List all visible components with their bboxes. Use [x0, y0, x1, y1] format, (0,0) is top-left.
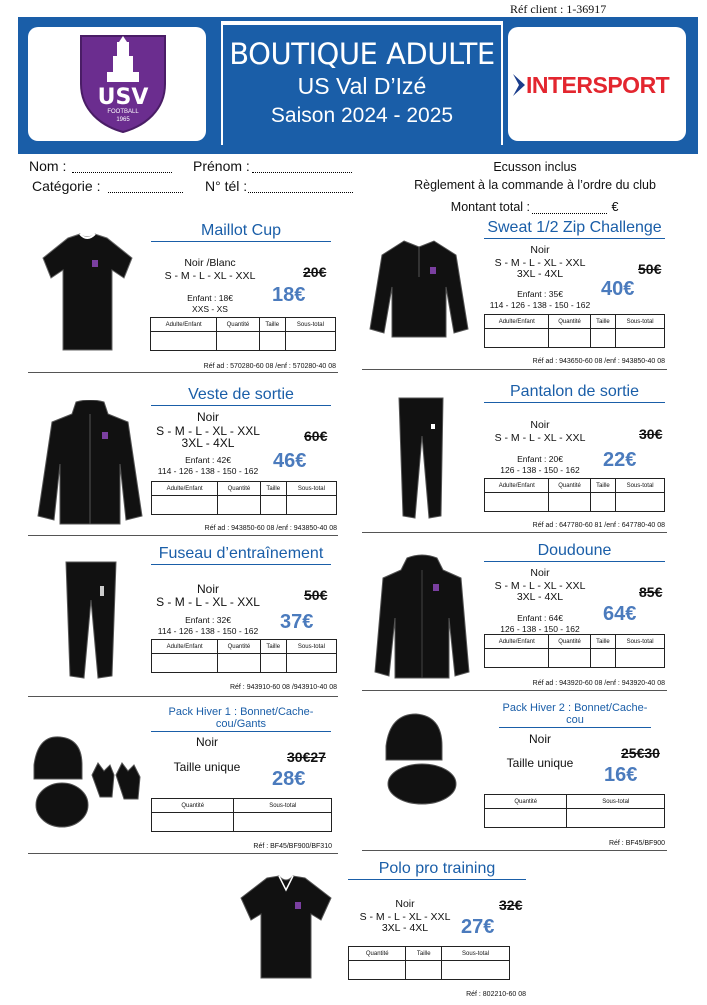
- ecusson-info: Ecusson inclus: [493, 160, 577, 174]
- veste-title: Veste de sortie: [151, 386, 331, 406]
- col-taille: Taille: [590, 635, 616, 649]
- polo-new-price: 27€: [461, 916, 495, 938]
- cell-sous-total[interactable]: [285, 332, 335, 351]
- pack1-new-price: 28€: [272, 768, 306, 790]
- categorie-field[interactable]: [108, 192, 183, 193]
- pack2-new-price: 16€: [604, 764, 638, 786]
- divider: [362, 690, 667, 691]
- fuseau-enfant-sizes: 114 - 126 - 138 - 150 - 162: [157, 626, 259, 636]
- page-title: BOUTIQUE ADULTE: [229, 37, 495, 71]
- col-quantite: Quantité: [217, 318, 259, 332]
- fuseau-title: Fuseau d’entraînement: [151, 545, 331, 565]
- cell-adulte-enfant[interactable]: [485, 493, 549, 512]
- col-sous-total: Sous-total: [442, 947, 510, 961]
- doudoune-refs: Réf ad : 943920-60 08 /enf : 943920-40 08: [532, 680, 665, 687]
- categorie-label: Catégorie :: [32, 178, 101, 194]
- reglement-info: Règlement à la commande à l’ordre du club: [414, 178, 656, 192]
- pack1-old-price: 30€27: [287, 749, 326, 765]
- cell-sous-total[interactable]: [234, 813, 332, 832]
- sweat-color: Noir: [530, 244, 550, 256]
- col-quantite: Quantité: [549, 315, 590, 329]
- cell-quantite[interactable]: [549, 493, 590, 512]
- pack2-color: Noir: [528, 732, 551, 746]
- cell-quantite[interactable]: [152, 813, 234, 832]
- pack2-size: Taille unique: [506, 756, 574, 770]
- pack2-order-table: [484, 794, 665, 828]
- maillot-image: [40, 230, 135, 355]
- veste-sizes2: 3XL - 4XL: [181, 436, 235, 450]
- pantalon-enfant-sizes: 126 - 138 - 150 - 162: [500, 465, 580, 475]
- col-sous-total: Sous-total: [286, 640, 336, 654]
- pantalon-color: Noir: [530, 419, 550, 431]
- col-adulte-enfant: Adulte/Enfant: [152, 640, 218, 654]
- title-box: [221, 21, 503, 145]
- veste-sizes: S - M - L - XL - XXL: [156, 424, 260, 438]
- col-quantite: Quantité: [218, 482, 260, 496]
- cell-quantite[interactable]: [218, 496, 260, 515]
- fuseau-color: Noir: [196, 582, 219, 596]
- doudoune-color: Noir: [530, 567, 550, 579]
- polo-refs: Réf : 802210-60 08: [466, 991, 526, 998]
- cell-quantite[interactable]: [549, 649, 590, 668]
- club-name: US Val D’Izé: [297, 73, 427, 99]
- pack1-image: [30, 735, 148, 830]
- cell-adulte-enfant[interactable]: [485, 649, 549, 668]
- divider: [362, 850, 667, 851]
- sweat-title: Sweat 1/2 Zip Challenge: [484, 219, 665, 239]
- pack1-color: Noir: [195, 735, 218, 749]
- cell-sous-total[interactable]: [616, 649, 665, 668]
- sweat-old-price: 50€: [638, 261, 662, 277]
- pack1-title: Pack Hiver 1 : Bonnet/Cache-cou/Gants: [151, 706, 331, 732]
- col-taille: Taille: [590, 315, 616, 329]
- club-logo-sub: FOOTBALL: [107, 109, 139, 115]
- doudoune-image: [373, 554, 471, 680]
- pantalon-new-price: 22€: [603, 449, 637, 471]
- tel-label: N° tél :: [205, 178, 248, 194]
- polo-order-table: [348, 946, 510, 980]
- pantalon-sizes: S - M - L - XL - XXL: [494, 432, 586, 444]
- fuseau-old-price: 50€: [304, 587, 328, 603]
- sweat-sizes: S - M - L - XL - XXL: [494, 257, 586, 269]
- cell-quantite[interactable]: [485, 809, 567, 828]
- sweat-sizes2: 3XL - 4XL: [516, 268, 564, 280]
- col-adulte-enfant: Adulte/Enfant: [485, 635, 549, 649]
- cell-adulte-enfant[interactable]: [151, 332, 217, 351]
- doudoune-enfant-sizes: 126 - 138 - 150 - 162: [500, 624, 580, 634]
- nom-field[interactable]: [72, 172, 172, 173]
- col-taille: Taille: [260, 482, 286, 496]
- doudoune-sizes2: 3XL - 4XL: [516, 591, 564, 603]
- col-quantite: Quantité: [485, 795, 567, 809]
- maillot-enfant-sizes: XXS - XS: [192, 304, 228, 314]
- club-logo: [28, 27, 206, 141]
- col-adulte-enfant: Adulte/Enfant: [152, 482, 218, 496]
- col-taille: Taille: [259, 318, 285, 332]
- tel-field[interactable]: [248, 192, 353, 193]
- divider: [28, 853, 338, 854]
- col-adulte-enfant: Adulte/Enfant: [485, 479, 549, 493]
- col-adulte-enfant: Adulte/Enfant: [151, 318, 217, 332]
- club-logo-year: 1965: [116, 117, 130, 123]
- season: Saison 2024 - 2025: [270, 104, 454, 127]
- col-quantite: Quantité: [152, 799, 234, 813]
- pack1-refs: Réf : BF45/BF900/BF310: [253, 843, 332, 850]
- maillot-sizes: S - M - L - XL - XXL: [164, 270, 256, 282]
- pantalon-title: Pantalon de sortie: [484, 383, 665, 403]
- col-quantite: Quantité: [549, 479, 590, 493]
- pantalon-old-price: 30€: [639, 426, 663, 442]
- col-sous-total: Sous-total: [286, 482, 336, 496]
- sweat-order-table: [484, 314, 665, 348]
- veste-old-price: 60€: [304, 428, 328, 444]
- pack2-refs: Réf : BF45/BF900: [608, 840, 665, 847]
- maillot-color: Noir /Blanc: [184, 257, 236, 269]
- maillot-enfant-price: Enfant : 18€: [187, 293, 233, 303]
- cell-taille[interactable]: [259, 332, 285, 351]
- fuseau-refs: Réf : 943910-60 08 /943910-40 08: [229, 684, 337, 691]
- doudoune-new-price: 64€: [603, 603, 637, 625]
- sponsor-logo: [508, 27, 686, 141]
- col-sous-total: Sous-total: [234, 799, 332, 813]
- cell-sous-total[interactable]: [616, 329, 665, 348]
- cell-taille[interactable]: [260, 654, 286, 673]
- cell-sous-total[interactable]: [567, 809, 665, 828]
- fuseau-new-price: 37€: [280, 611, 314, 633]
- fuseau-enfant-price: Enfant : 32€: [185, 615, 231, 625]
- fuseau-sizes: S - M - L - XL - XXL: [156, 595, 260, 609]
- pantalon-enfant-price: Enfant : 20€: [517, 454, 563, 464]
- col-sous-total: Sous-total: [616, 315, 665, 329]
- fuseau-order-table: [151, 639, 337, 673]
- cell-quantite[interactable]: [349, 961, 406, 980]
- sponsor-text: INTERSPORT: [526, 72, 670, 98]
- pantalon-order-table: [484, 478, 665, 512]
- cell-adulte-enfant[interactable]: [152, 496, 218, 515]
- pack2-title: Pack Hiver 2 : Bonnet/Cache-cou: [499, 702, 651, 728]
- veste-order-table: [151, 481, 337, 515]
- pack1-order-table: [151, 798, 332, 832]
- pack1-size: Taille unique: [173, 760, 241, 774]
- col-sous-total: Sous-total: [285, 318, 335, 332]
- sweat-new-price: 40€: [601, 278, 635, 300]
- divider: [28, 535, 338, 536]
- doudoune-order-table: [484, 634, 665, 668]
- divider: [28, 696, 338, 697]
- montant-currency: €: [611, 200, 619, 214]
- polo-color: Noir: [395, 898, 415, 910]
- cell-sous-total[interactable]: [286, 496, 336, 515]
- polo-title: Polo pro training: [348, 860, 526, 880]
- sweat-refs: Réf ad : 943650-60 08 /enf : 943850-40 08: [532, 358, 665, 365]
- cell-sous-total[interactable]: [286, 654, 336, 673]
- cell-taille[interactable]: [406, 961, 442, 980]
- col-adulte-enfant: Adulte/Enfant: [485, 315, 549, 329]
- polo-old-price: 32€: [499, 897, 523, 913]
- pantalon-image: [395, 396, 447, 520]
- pantalon-refs: Réf ad : 647780-60 81 /enf : 647780-40 08: [532, 522, 665, 529]
- maillot-order-table: [150, 317, 336, 351]
- maillot-old-price: 20€: [303, 264, 327, 280]
- doudoune-enfant-price: Enfant : 64€: [517, 613, 563, 623]
- veste-image: [36, 400, 144, 527]
- cell-taille[interactable]: [590, 649, 616, 668]
- col-sous-total: Sous-total: [567, 795, 665, 809]
- nom-label: Nom :: [29, 158, 67, 174]
- sweat-enfant-sizes: 114 - 126 - 138 - 150 - 162: [489, 300, 591, 310]
- col-taille: Taille: [590, 479, 616, 493]
- maillot-new-price: 18€: [272, 284, 306, 306]
- veste-color: Noir: [196, 410, 219, 424]
- polo-image: [237, 874, 335, 982]
- cell-sous-total[interactable]: [616, 493, 665, 512]
- montant-field[interactable]: [532, 213, 607, 214]
- cell-taille[interactable]: [590, 329, 616, 348]
- club-logo-text: USV: [97, 85, 149, 110]
- maillot-refs: Réf ad : 570280-60 08 /enf : 570280-40 08: [203, 363, 336, 370]
- prenom-field[interactable]: [252, 172, 352, 173]
- cell-taille[interactable]: [260, 496, 286, 515]
- col-taille: Taille: [260, 640, 286, 654]
- col-taille: Taille: [406, 947, 442, 961]
- montant-label: Montant total :: [450, 200, 530, 214]
- col-quantite: Quantité: [349, 947, 406, 961]
- cell-adulte-enfant[interactable]: [485, 329, 549, 348]
- pack2-image: [380, 712, 460, 807]
- doudoune-old-price: 85€: [639, 584, 663, 600]
- veste-enfant-sizes: 114 - 126 - 138 - 150 - 162: [157, 466, 259, 476]
- col-sous-total: Sous-total: [616, 635, 665, 649]
- cell-taille[interactable]: [590, 493, 616, 512]
- veste-enfant-price: Enfant : 42€: [185, 455, 231, 465]
- col-quantite: Quantité: [549, 635, 590, 649]
- sweat-image: [368, 237, 470, 340]
- maillot-title: Maillot Cup: [151, 222, 331, 242]
- cell-adulte-enfant[interactable]: [152, 654, 218, 673]
- fuseau-image: [60, 560, 122, 680]
- divider: [362, 532, 667, 533]
- doudoune-title: Doudoune: [484, 542, 665, 562]
- polo-sizes: S - M - L - XL - XXL: [359, 911, 451, 923]
- cell-sous-total[interactable]: [442, 961, 510, 980]
- ref-client: Réf client : 1-36917: [510, 2, 607, 16]
- cell-quantite[interactable]: [549, 329, 590, 348]
- veste-new-price: 46€: [273, 450, 307, 472]
- divider: [28, 372, 338, 373]
- header-banner: [18, 17, 698, 154]
- divider: [362, 369, 667, 370]
- prenom-label: Prénom :: [193, 158, 250, 174]
- cell-quantite[interactable]: [217, 332, 259, 351]
- polo-sizes2: 3XL - 4XL: [381, 922, 429, 934]
- pack2-old-price: 25€30: [621, 745, 660, 761]
- doudoune-sizes: S - M - L - XL - XXL: [494, 580, 586, 592]
- cell-quantite[interactable]: [218, 654, 260, 673]
- veste-refs: Réf ad : 943850-60 08 /enf : 943850-40 08: [204, 525, 337, 532]
- col-sous-total: Sous-total: [616, 479, 665, 493]
- sweat-enfant-price: Enfant : 35€: [517, 289, 563, 299]
- col-quantite: Quantité: [218, 640, 260, 654]
